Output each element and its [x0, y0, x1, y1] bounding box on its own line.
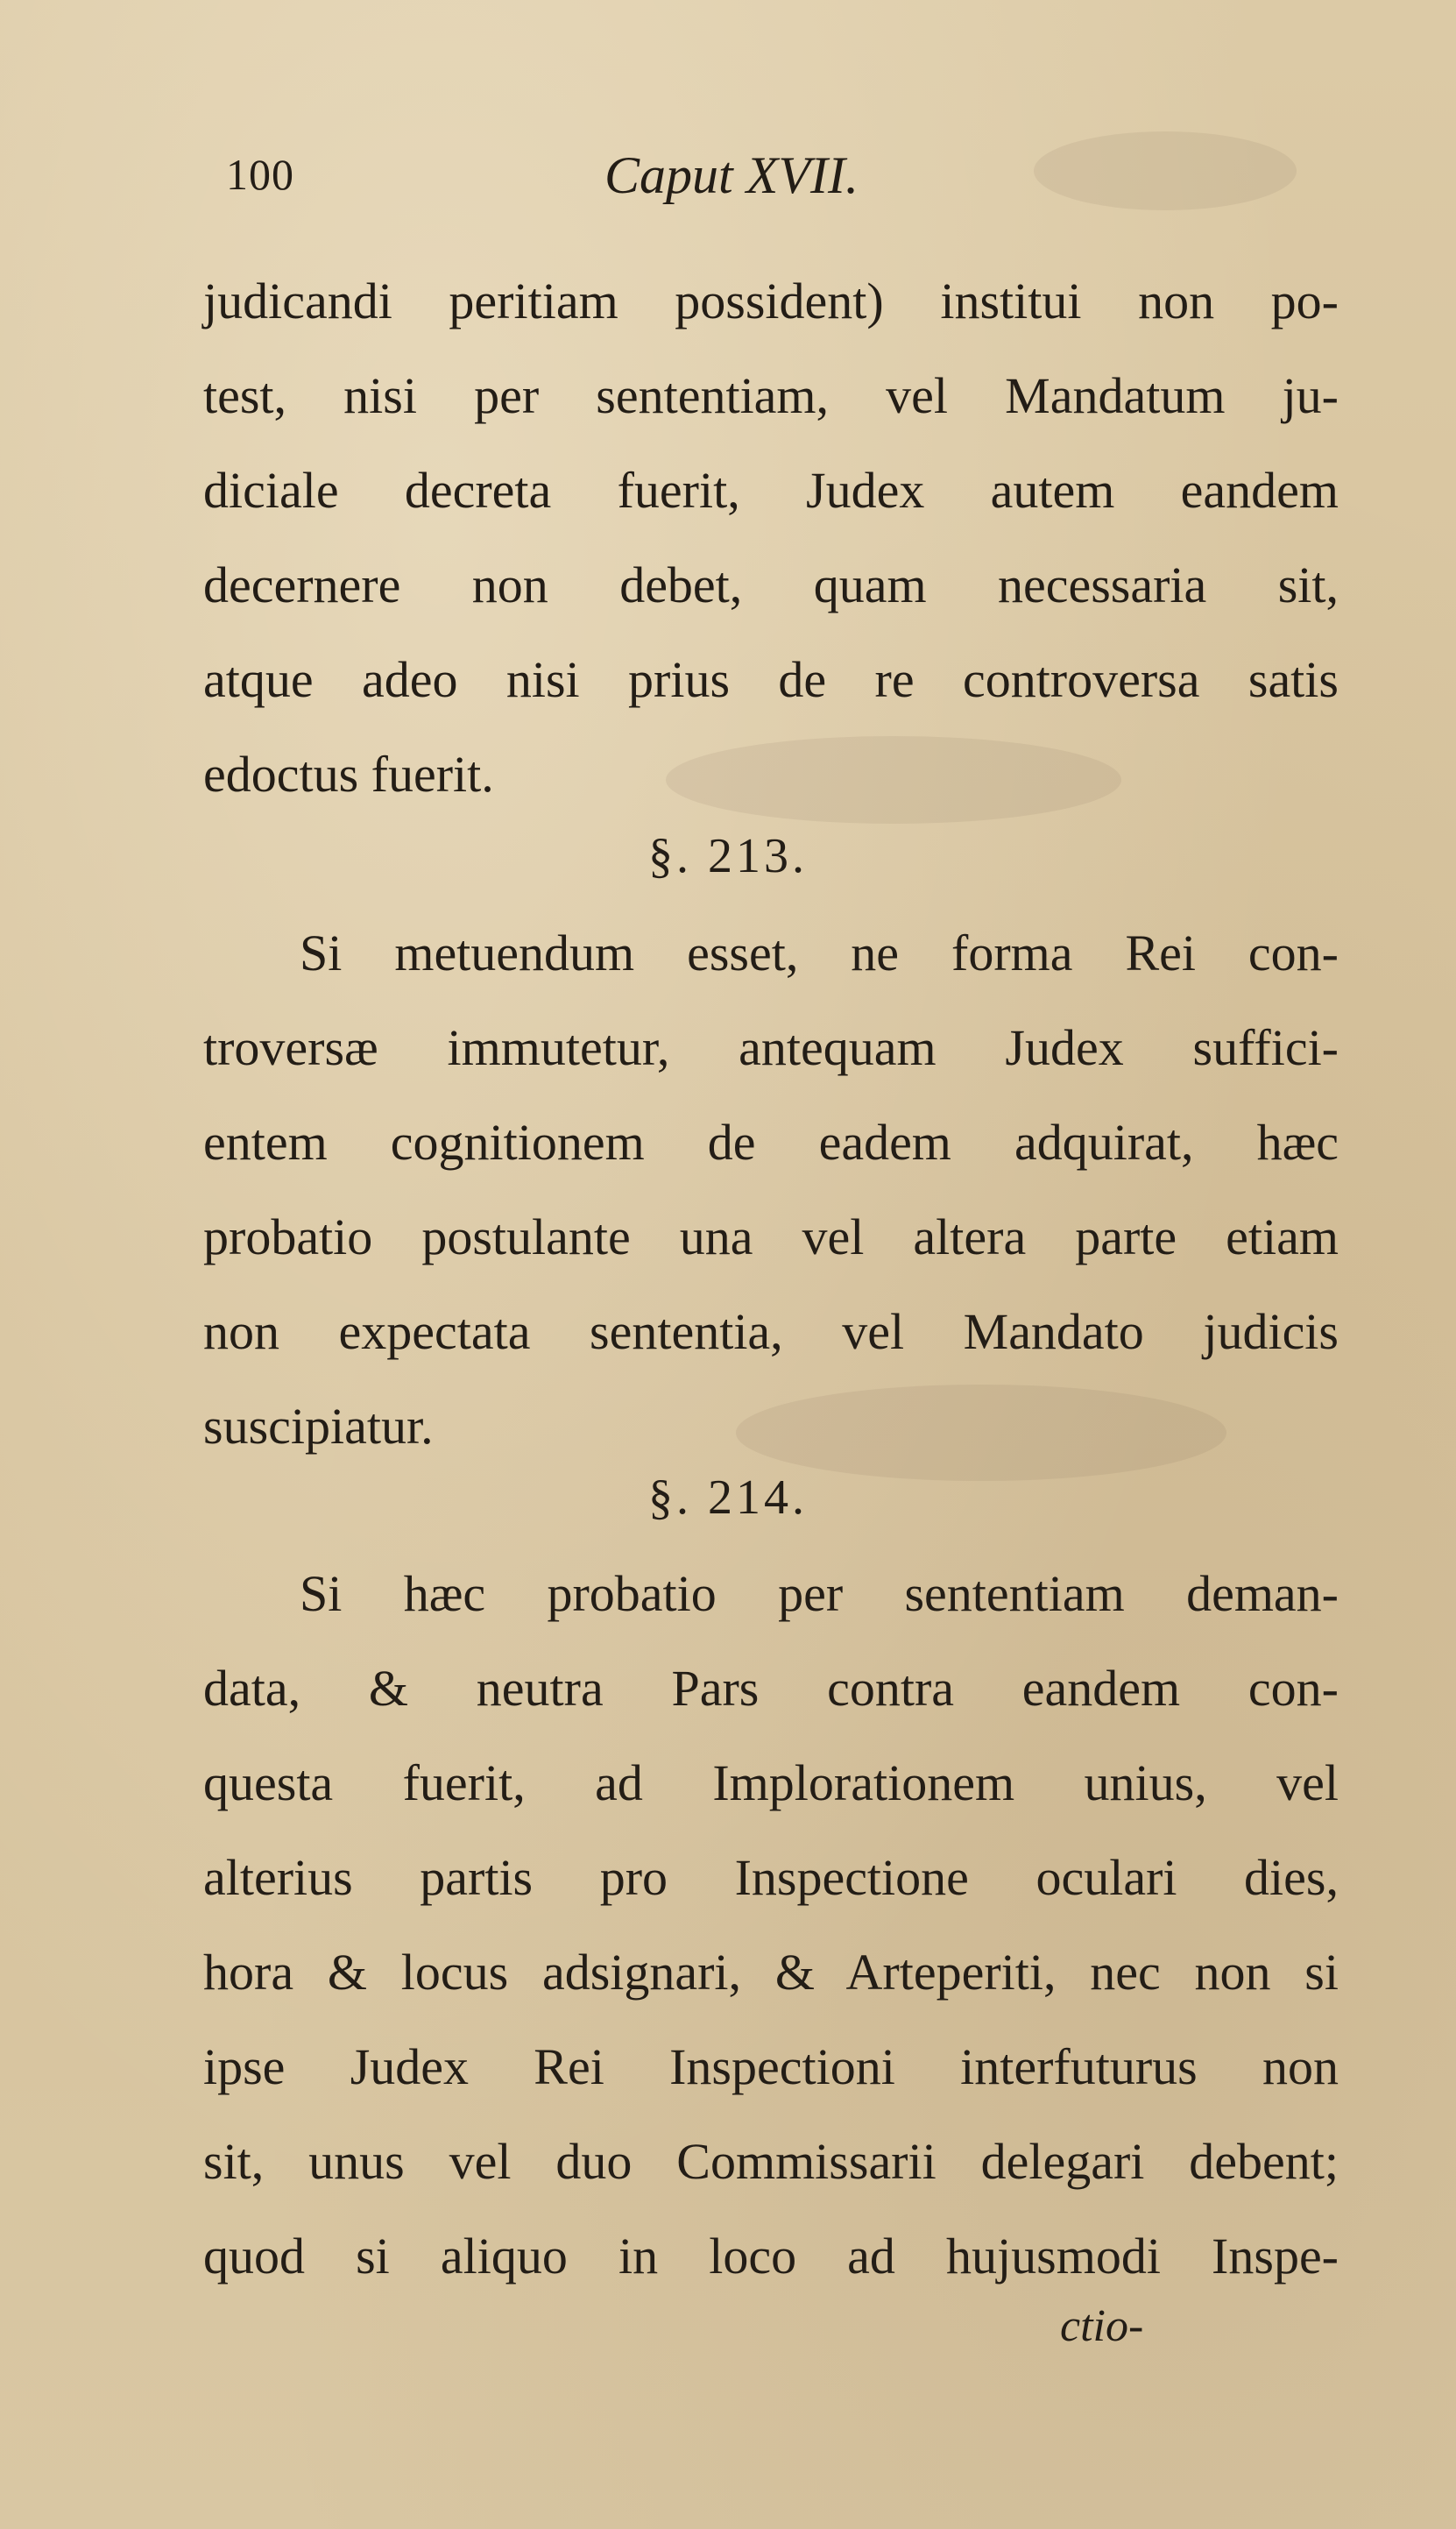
text-line: decernere non debet, quam necessaria sit, — [203, 556, 1339, 613]
text-line: ipse Judex Rei Inspectioni interfuturus non — [203, 2038, 1339, 2095]
text-line: Si metuendum esset, ne forma Rei con- — [300, 924, 1339, 981]
text-line: data, & neutra Pars contra eandem con- — [203, 1660, 1339, 1717]
text-line: suscipiatur. — [203, 1398, 434, 1455]
text-line: hora & locus adsignari, & Arteperiti, nec non si — [203, 1944, 1339, 2001]
text-line: questa fuerit, ad Implorationem unius, vel — [203, 1754, 1339, 1811]
chapter-title: Caput XVII. — [604, 146, 859, 204]
text-line: sit, unus vel duo Commissarii delegari debent; — [203, 2133, 1339, 2190]
text-line: test, nisi per sententiam, vel Mandatum ju- — [203, 367, 1339, 424]
section-213-body — [203, 906, 1339, 1474]
paragraph-1 — [203, 254, 1339, 822]
text-line: entem cognitionem de eadem adquirat, hæc — [203, 1114, 1339, 1171]
text-line: non expectata sententia, vel Mandato judicis — [203, 1303, 1339, 1360]
section-heading-213: §. 213. — [648, 829, 808, 883]
text-line: quod si aliquo in loco ad hujusmodi Inspe- — [203, 2228, 1339, 2285]
catchword: ctio- — [1060, 2301, 1144, 2351]
text-line: alterius partis pro Inspectione oculari dies, — [203, 1849, 1339, 1906]
section-heading-214: §. 214. — [648, 1470, 808, 1525]
text-line: judicandi peritiam possident) institui non po- — [203, 273, 1339, 329]
page-number: 100 — [226, 150, 294, 199]
section-214-body — [203, 1547, 1339, 2304]
text-line: atque adeo nisi prius de re controversa satis — [203, 651, 1339, 708]
text-line: edoctus fuerit. — [203, 746, 494, 803]
text-line: troversæ immutetur, antequam Judex suffici- — [203, 1019, 1339, 1076]
text-line: diciale decreta fuerit, Judex autem eandem — [203, 462, 1339, 519]
text-line: Si hæc probatio per sententiam deman- — [300, 1565, 1339, 1622]
text-line: probatio postulante una vel altera parte etiam — [203, 1208, 1339, 1265]
running-head — [0, 146, 1456, 210]
